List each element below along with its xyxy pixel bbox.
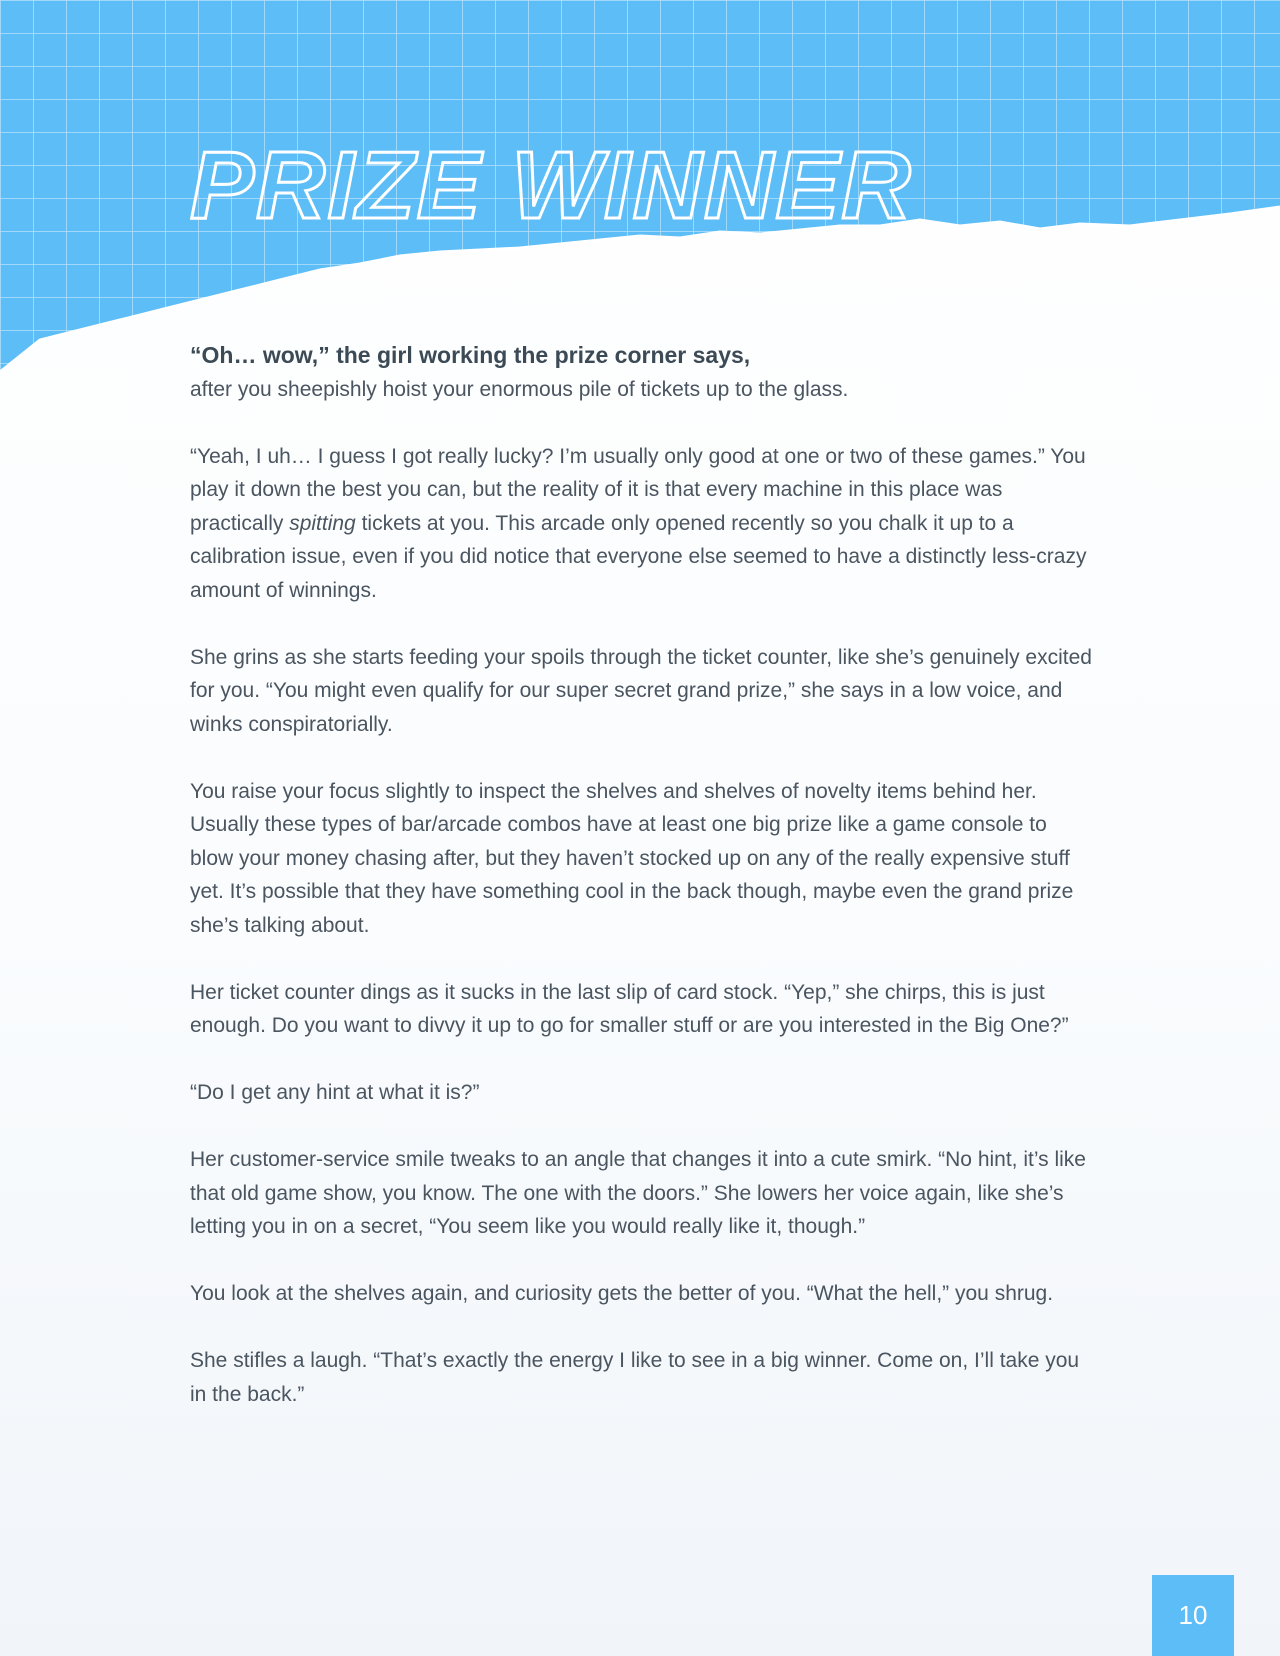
lead-paragraph <box>190 339 1095 406</box>
page-number: 10 <box>1152 1575 1234 1656</box>
page-title: PRIZE WINNER <box>190 132 913 239</box>
lead-continuation: after you sheepishly hoist your enormous pile of tickets up to the glass. <box>190 377 849 401</box>
story-body <box>190 339 1095 1445</box>
paragraph-7: You look at the shelves again, and curiosity gets the better of you. “What the hell,” you shrug. <box>190 1282 1054 1305</box>
paragraph-1 <box>190 440 1095 608</box>
paragraph-2: She grins as she starts feeding your spoils through the ticket counter, like she’s genuinely excited for you. “You might even qualify for our super secret grand prize,” she says in a low voice, and winks conspiratorially. <box>190 645 1092 736</box>
paragraph-4: Her ticket counter dings as it sucks in the last slip of card stock. “Yep,” she chirps, this is just enough. Do you want to divvy it up to go for smaller stuff or are you interested in the Big One?” <box>190 980 1069 1037</box>
paragraph-3: You raise your focus slightly to inspect the shelves and shelves of novelty items behind her. Usually these types of bar/arcade combos have at least one big prize like a game console to blow your money chasing after, but they haven’t stocked up on any of the really expensive stuff yet. It’s possible that they have something cool in the back though, maybe even the grand prize she’s talking about. <box>190 779 1074 937</box>
paragraph-8: She stifles a laugh. “That’s exactly the energy I like to see in a big winner. Come on, I’ll take you in the back.” <box>190 1349 1080 1406</box>
paragraph-1-part-b: tickets at you. This arcade only opened recently so you chalk it up to a calibration issue, even if you did notice that everyone else seemed to have a distinctly less-crazy amount of winnings. <box>190 511 1087 602</box>
paragraph-1-part-a: “Yeah, I uh… I guess I got really lucky? I’m usually only good at one or two of these games.” You play it down the best you can, but the reality of it is that every machine in this place was practically <box>190 444 1086 535</box>
lead-bold-line: “Oh… wow,” the girl working the prize corner says, <box>190 342 751 368</box>
emphasis-spitting: spitting <box>289 511 356 535</box>
paragraph-5: “Do I get any hint at what it is?” <box>190 1081 480 1104</box>
paragraph-6: Her customer-service smile tweaks to an angle that changes it into a cute smirk. “No hint, it’s like that old game show, you know. The one with the doors.” She lowers her voice again, like she’s letting you in on a secret, “You seem like you would really like it, though.” <box>190 1148 1086 1238</box>
